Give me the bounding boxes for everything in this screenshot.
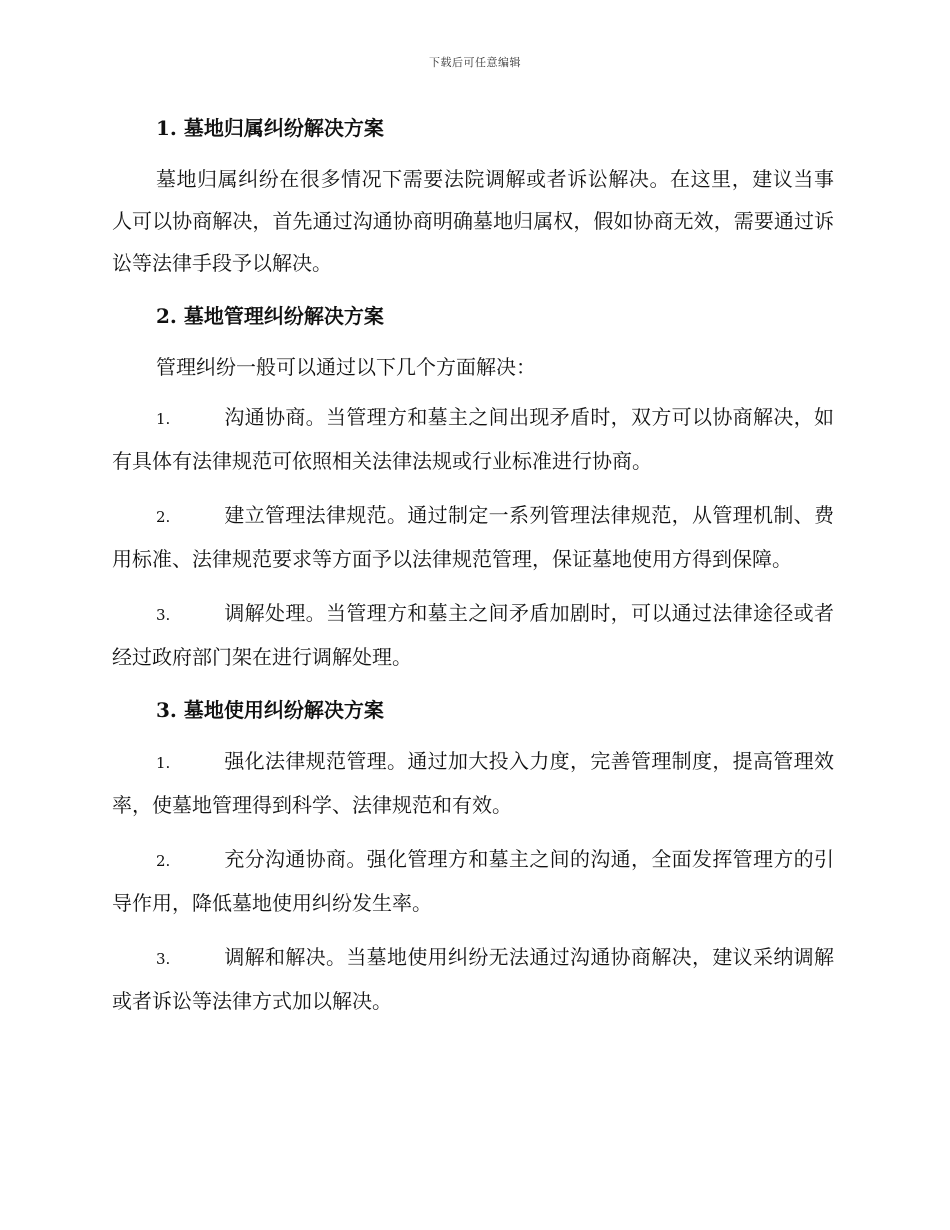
list-item: [112, 838, 834, 924]
list-item: [112, 396, 834, 482]
document-body: [112, 108, 834, 1034]
list-item-text: 调解和解决。当墓地使用纠纷无法通过沟通协商解决，建议采纳调解或者诉讼等法律方式加以解决。: [112, 945, 834, 1013]
list-item-number: 1.: [156, 754, 171, 772]
list-item-number: 1.: [156, 410, 171, 428]
list-item: [112, 740, 834, 826]
header-note: 下载后可任意编辑: [429, 56, 521, 69]
list-item-number: 2.: [156, 852, 171, 870]
list-item: [112, 936, 834, 1022]
list-item-number: 2.: [156, 508, 171, 526]
list-item-text: 强化法律规范管理。通过加大投入力度，完善管理制度，提高管理效率，使墓地管理得到科学、法律规范和有效。: [112, 749, 834, 817]
section-heading: 2. 墓地管理纠纷解决方案: [156, 304, 384, 328]
list-item: [112, 592, 834, 678]
list-item-number: 3.: [156, 606, 171, 624]
section-heading: 1. 墓地归属纠纷解决方案: [156, 116, 384, 140]
list-item-number: 3.: [156, 950, 171, 968]
list-item: [112, 494, 834, 580]
list-item-text: 沟通协商。当管理方和墓主之间出现矛盾时，双方可以协商解决，如有具体有法律规范可依照相关法律法规或行业标准进行协商。: [112, 405, 834, 473]
section-intro: 管理纠纷一般可以通过以下几个方面解决：: [156, 355, 536, 379]
list-item-text: 充分沟通协商。强化管理方和墓主之间的沟通，全面发挥管理方的引导作用，降低墓地使用纠纷发生率。: [112, 847, 834, 915]
section-heading: 3. 墓地使用纠纷解决方案: [156, 698, 384, 722]
list-item-text: 调解处理。当管理方和墓主之间矛盾加剧时，可以通过法律途径或者经过政府部门架在进行调解处理。: [112, 601, 834, 669]
list-item-text: 建立管理法律规范。通过制定一系列管理法律规范，从管理机制、费用标准、法律规范要求等方面予以法律规范管理，保证墓地使用方得到保障。: [112, 503, 834, 571]
section-paragraph: 墓地归属纠纷在很多情况下需要法院调解或者诉讼解决。在这里，建议当事人可以协商解决，首先通过沟通协商明确墓地归属权，假如协商无效，需要通过诉讼等法律手段予以解决。: [112, 167, 834, 275]
